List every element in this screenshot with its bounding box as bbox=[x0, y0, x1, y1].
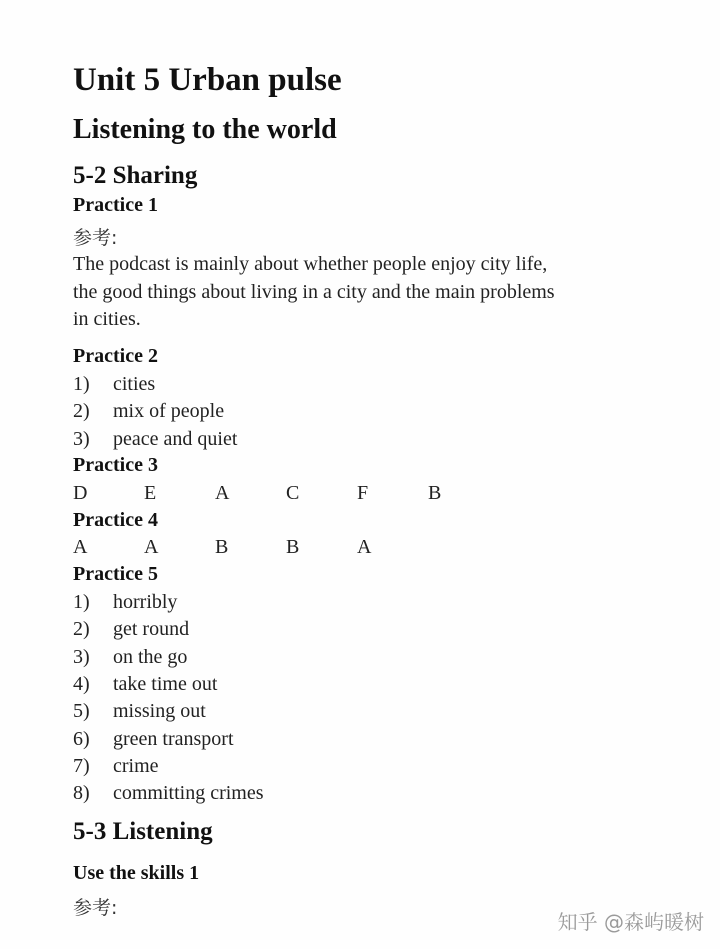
list-item bbox=[73, 700, 206, 723]
answer: C bbox=[286, 482, 300, 504]
practice-1-line-1: The podcast is mainly about whether people enjoy city life, bbox=[73, 253, 548, 275]
practice-3-label: Practice 3 bbox=[73, 454, 158, 476]
answer: A bbox=[357, 536, 372, 558]
item-number: 2) bbox=[73, 618, 90, 640]
answer: E bbox=[144, 482, 157, 504]
item-text: missing out bbox=[113, 700, 206, 722]
answer: B bbox=[215, 536, 229, 558]
practice-1-label: Practice 1 bbox=[73, 194, 158, 216]
item-number: 6) bbox=[73, 728, 90, 750]
answer: A bbox=[144, 536, 159, 558]
item-text: mix of people bbox=[113, 400, 225, 422]
answer: F bbox=[357, 482, 369, 504]
item-text: get round bbox=[113, 618, 190, 640]
answer: A bbox=[215, 482, 230, 504]
heading-sharing: 5-2 Sharing bbox=[73, 162, 198, 189]
practice-1-line-2: the good things about living in a city and the main problems bbox=[73, 281, 555, 303]
list-item bbox=[73, 782, 264, 805]
list-item bbox=[73, 646, 187, 669]
answer: B bbox=[428, 482, 442, 504]
practice-2-label: Practice 2 bbox=[73, 345, 158, 367]
item-text: crime bbox=[113, 755, 159, 777]
item-number: 7) bbox=[73, 755, 90, 777]
item-number: 1) bbox=[73, 373, 90, 395]
item-text: take time out bbox=[113, 673, 218, 695]
reference-label: 参考: bbox=[73, 227, 118, 249]
item-number: 1) bbox=[73, 591, 90, 613]
practice-1-line-3: in cities. bbox=[73, 308, 141, 330]
list-item bbox=[73, 400, 224, 423]
list-item bbox=[73, 728, 234, 751]
item-number: 3) bbox=[73, 428, 90, 450]
answer: D bbox=[73, 482, 88, 504]
answer: B bbox=[286, 536, 300, 558]
item-text: green transport bbox=[113, 728, 234, 750]
list-item bbox=[73, 428, 237, 451]
item-text: cities bbox=[113, 373, 156, 395]
list-item bbox=[73, 373, 155, 396]
reference-label: 参考: bbox=[73, 897, 118, 919]
heading-listening: 5-3 Listening bbox=[73, 818, 213, 845]
list-item bbox=[73, 618, 189, 641]
practice-3-answers bbox=[73, 482, 499, 505]
item-text: on the go bbox=[113, 646, 188, 668]
unit-title: Unit 5 Urban pulse bbox=[73, 62, 342, 98]
section-subtitle: Listening to the world bbox=[73, 114, 337, 145]
item-number: 5) bbox=[73, 700, 90, 722]
practice-5-label: Practice 5 bbox=[73, 563, 158, 585]
item-text: committing crimes bbox=[113, 782, 264, 804]
item-number: 4) bbox=[73, 673, 90, 695]
practice-4-label: Practice 4 bbox=[73, 509, 158, 531]
list-item bbox=[73, 591, 177, 614]
practice-4-answers bbox=[73, 536, 428, 559]
item-number: 2) bbox=[73, 400, 90, 422]
item-number: 8) bbox=[73, 782, 90, 804]
list-item bbox=[73, 673, 217, 696]
answer: A bbox=[73, 536, 88, 558]
item-text: horribly bbox=[113, 591, 178, 613]
use-the-skills-1-label: Use the skills 1 bbox=[73, 862, 200, 884]
watermark: 知乎 @森屿暖树 bbox=[557, 910, 704, 934]
item-number: 3) bbox=[73, 646, 90, 668]
list-item bbox=[73, 755, 159, 778]
item-text: peace and quiet bbox=[113, 428, 238, 450]
